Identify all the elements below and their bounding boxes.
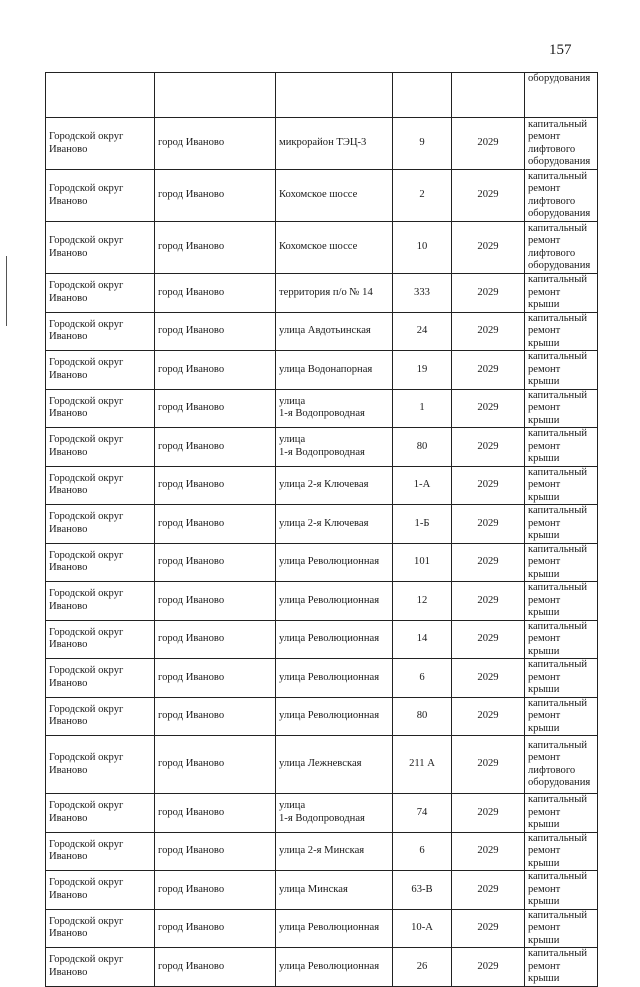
cell-year: 2029 xyxy=(452,170,525,222)
cell-city: город Иваново xyxy=(155,118,276,170)
cell-work: капитальный ремонт крыши xyxy=(525,389,598,428)
cell-district: Городской округ Иваново xyxy=(46,659,155,698)
table-row xyxy=(46,466,598,505)
cell-district: Городской округ Иваново xyxy=(46,832,155,871)
cell-work: капитальный ремонт лифтового оборудования xyxy=(525,736,598,794)
cell-work: капитальный ремонт крыши xyxy=(525,871,598,910)
cell-work: оборудования xyxy=(525,73,598,118)
cell-year: 2029 xyxy=(452,697,525,736)
cell-house: 74 xyxy=(393,794,452,833)
cell-district: Городской округ Иваново xyxy=(46,170,155,222)
cell-district: Городской округ Иваново xyxy=(46,871,155,910)
cell-district: Городской округ Иваново xyxy=(46,948,155,987)
cell-work: капитальный ремонт крыши xyxy=(525,428,598,467)
cell-year: 2029 xyxy=(452,543,525,582)
table-row xyxy=(46,222,598,274)
cell-city: город Иваново xyxy=(155,543,276,582)
cell-work: капитальный ремонт крыши xyxy=(525,909,598,948)
cell-house: 101 xyxy=(393,543,452,582)
cell-city: город Иваново xyxy=(155,466,276,505)
cell-street: улица 1-я Водопроводная xyxy=(276,389,393,428)
cell-street: улица Лежневская xyxy=(276,736,393,794)
repair-schedule-table xyxy=(45,72,598,987)
cell-house: 10-А xyxy=(393,909,452,948)
table-row xyxy=(46,620,598,659)
cell-district: Городской округ Иваново xyxy=(46,909,155,948)
table-row xyxy=(46,582,598,621)
cell-district: Городской округ Иваново xyxy=(46,118,155,170)
cell-house: 211 А xyxy=(393,736,452,794)
cell-district: Городской округ Иваново xyxy=(46,794,155,833)
cell-city: город Иваново xyxy=(155,871,276,910)
table-row xyxy=(46,118,598,170)
cell-city: город Иваново xyxy=(155,697,276,736)
table-row xyxy=(46,832,598,871)
cell-year: 2029 xyxy=(452,871,525,910)
cell-street: улица Авдотьинская xyxy=(276,312,393,351)
cell-year: 2029 xyxy=(452,909,525,948)
page-number: 157 xyxy=(549,42,572,58)
cell-city: город Иваново xyxy=(155,170,276,222)
cell-work: капитальный ремонт крыши xyxy=(525,948,598,987)
margin-mark xyxy=(6,256,7,326)
cell-work: капитальный ремонт крыши xyxy=(525,659,598,698)
cell-house: 24 xyxy=(393,312,452,351)
cell-district: Городской округ Иваново xyxy=(46,312,155,351)
cell-house: 10 xyxy=(393,222,452,274)
cell-year: 2029 xyxy=(452,118,525,170)
cell-year: 2029 xyxy=(452,312,525,351)
cell-house: 14 xyxy=(393,620,452,659)
cell-city: город Иваново xyxy=(155,222,276,274)
cell-street: улица Минская xyxy=(276,871,393,910)
cell-street: улица Водонапорная xyxy=(276,351,393,390)
cell-street: Кохомское шоссе xyxy=(276,170,393,222)
cell-district: Городской округ Иваново xyxy=(46,222,155,274)
cell-city: город Иваново xyxy=(155,389,276,428)
cell-work: капитальный ремонт крыши xyxy=(525,620,598,659)
cell-year: 2029 xyxy=(452,832,525,871)
cell-house: 2 xyxy=(393,170,452,222)
cell-district: Городской округ Иваново xyxy=(46,736,155,794)
cell-city: город Иваново xyxy=(155,428,276,467)
cell-street xyxy=(276,73,393,118)
cell-year: 2029 xyxy=(452,582,525,621)
cell-city: город Иваново xyxy=(155,794,276,833)
cell-street: территория п/о № 14 xyxy=(276,274,393,313)
cell-year: 2029 xyxy=(452,620,525,659)
cell-year: 2029 xyxy=(452,389,525,428)
table-body xyxy=(46,73,598,987)
cell-house: 9 xyxy=(393,118,452,170)
cell-street: микрорайон ТЭЦ-3 xyxy=(276,118,393,170)
cell-work: капитальный ремонт лифтового оборудования xyxy=(525,170,598,222)
cell-house: 333 xyxy=(393,274,452,313)
cell-year: 2029 xyxy=(452,948,525,987)
cell-year: 2029 xyxy=(452,428,525,467)
cell-city: город Иваново xyxy=(155,505,276,544)
cell-year: 2029 xyxy=(452,274,525,313)
cell-work: капитальный ремонт крыши xyxy=(525,312,598,351)
table-row xyxy=(46,543,598,582)
cell-district: Городской округ Иваново xyxy=(46,428,155,467)
cell-street: улица 2-я Ключевая xyxy=(276,505,393,544)
continuation-row xyxy=(46,73,598,118)
cell-work: капитальный ремонт крыши xyxy=(525,543,598,582)
table-row xyxy=(46,794,598,833)
cell-house: 1-Б xyxy=(393,505,452,544)
cell-work: капитальный ремонт лифтового оборудования xyxy=(525,118,598,170)
cell-house: 63-В xyxy=(393,871,452,910)
table-row xyxy=(46,871,598,910)
cell-city: город Иваново xyxy=(155,351,276,390)
cell-house: 12 xyxy=(393,582,452,621)
cell-city: город Иваново xyxy=(155,274,276,313)
cell-district: Городской округ Иваново xyxy=(46,543,155,582)
cell-street: улица 1-я Водопроводная xyxy=(276,428,393,467)
cell-city: город Иваново xyxy=(155,909,276,948)
cell-district: Городской округ Иваново xyxy=(46,505,155,544)
cell-work: капитальный ремонт крыши xyxy=(525,832,598,871)
cell-city xyxy=(155,73,276,118)
table-row xyxy=(46,948,598,987)
cell-street: улица Революционная xyxy=(276,543,393,582)
cell-year: 2029 xyxy=(452,222,525,274)
cell-house: 6 xyxy=(393,832,452,871)
table-row xyxy=(46,274,598,313)
cell-house xyxy=(393,73,452,118)
cell-street: улица Революционная xyxy=(276,582,393,621)
cell-district: Городской округ Иваново xyxy=(46,697,155,736)
cell-year xyxy=(452,73,525,118)
cell-work: капитальный ремонт крыши xyxy=(525,697,598,736)
cell-work: капитальный ремонт крыши xyxy=(525,582,598,621)
table-row xyxy=(46,428,598,467)
cell-work: капитальный ремонт крыши xyxy=(525,274,598,313)
cell-year: 2029 xyxy=(452,505,525,544)
cell-house: 19 xyxy=(393,351,452,390)
table-row xyxy=(46,909,598,948)
table-row xyxy=(46,659,598,698)
table-row xyxy=(46,389,598,428)
cell-city: город Иваново xyxy=(155,620,276,659)
table-row xyxy=(46,312,598,351)
cell-district: Городской округ Иваново xyxy=(46,582,155,621)
cell-city: город Иваново xyxy=(155,948,276,987)
cell-street: улица Революционная xyxy=(276,697,393,736)
cell-city: город Иваново xyxy=(155,736,276,794)
cell-work: капитальный ремонт крыши xyxy=(525,505,598,544)
cell-street: улица Революционная xyxy=(276,948,393,987)
cell-city: город Иваново xyxy=(155,659,276,698)
table-row xyxy=(46,170,598,222)
cell-year: 2029 xyxy=(452,736,525,794)
table-row xyxy=(46,351,598,390)
cell-district: Городской округ Иваново xyxy=(46,351,155,390)
cell-year: 2029 xyxy=(452,466,525,505)
cell-house: 26 xyxy=(393,948,452,987)
cell-street: улица 2-я Минская xyxy=(276,832,393,871)
table-row xyxy=(46,505,598,544)
table-row xyxy=(46,736,598,794)
cell-year: 2029 xyxy=(452,351,525,390)
cell-street: улица 2-я Ключевая xyxy=(276,466,393,505)
cell-house: 80 xyxy=(393,697,452,736)
cell-district: Городской округ Иваново xyxy=(46,620,155,659)
cell-city: город Иваново xyxy=(155,582,276,621)
cell-work: капитальный ремонт крыши xyxy=(525,794,598,833)
cell-street: улица 1-я Водопроводная xyxy=(276,794,393,833)
cell-work: капитальный ремонт лифтового оборудования xyxy=(525,222,598,274)
cell-city: город Иваново xyxy=(155,832,276,871)
cell-year: 2029 xyxy=(452,659,525,698)
cell-district: Городской округ Иваново xyxy=(46,466,155,505)
cell-street: улица Революционная xyxy=(276,659,393,698)
cell-district xyxy=(46,73,155,118)
cell-street: Кохомское шоссе xyxy=(276,222,393,274)
cell-street: улица Революционная xyxy=(276,909,393,948)
cell-house: 1-А xyxy=(393,466,452,505)
table-row xyxy=(46,697,598,736)
cell-year: 2029 xyxy=(452,794,525,833)
cell-house: 1 xyxy=(393,389,452,428)
cell-work: капитальный ремонт крыши xyxy=(525,466,598,505)
cell-house: 80 xyxy=(393,428,452,467)
cell-district: Городской округ Иваново xyxy=(46,274,155,313)
cell-street: улица Революционная xyxy=(276,620,393,659)
cell-work: капитальный ремонт крыши xyxy=(525,351,598,390)
cell-district: Городской округ Иваново xyxy=(46,389,155,428)
cell-house: 6 xyxy=(393,659,452,698)
cell-city: город Иваново xyxy=(155,312,276,351)
